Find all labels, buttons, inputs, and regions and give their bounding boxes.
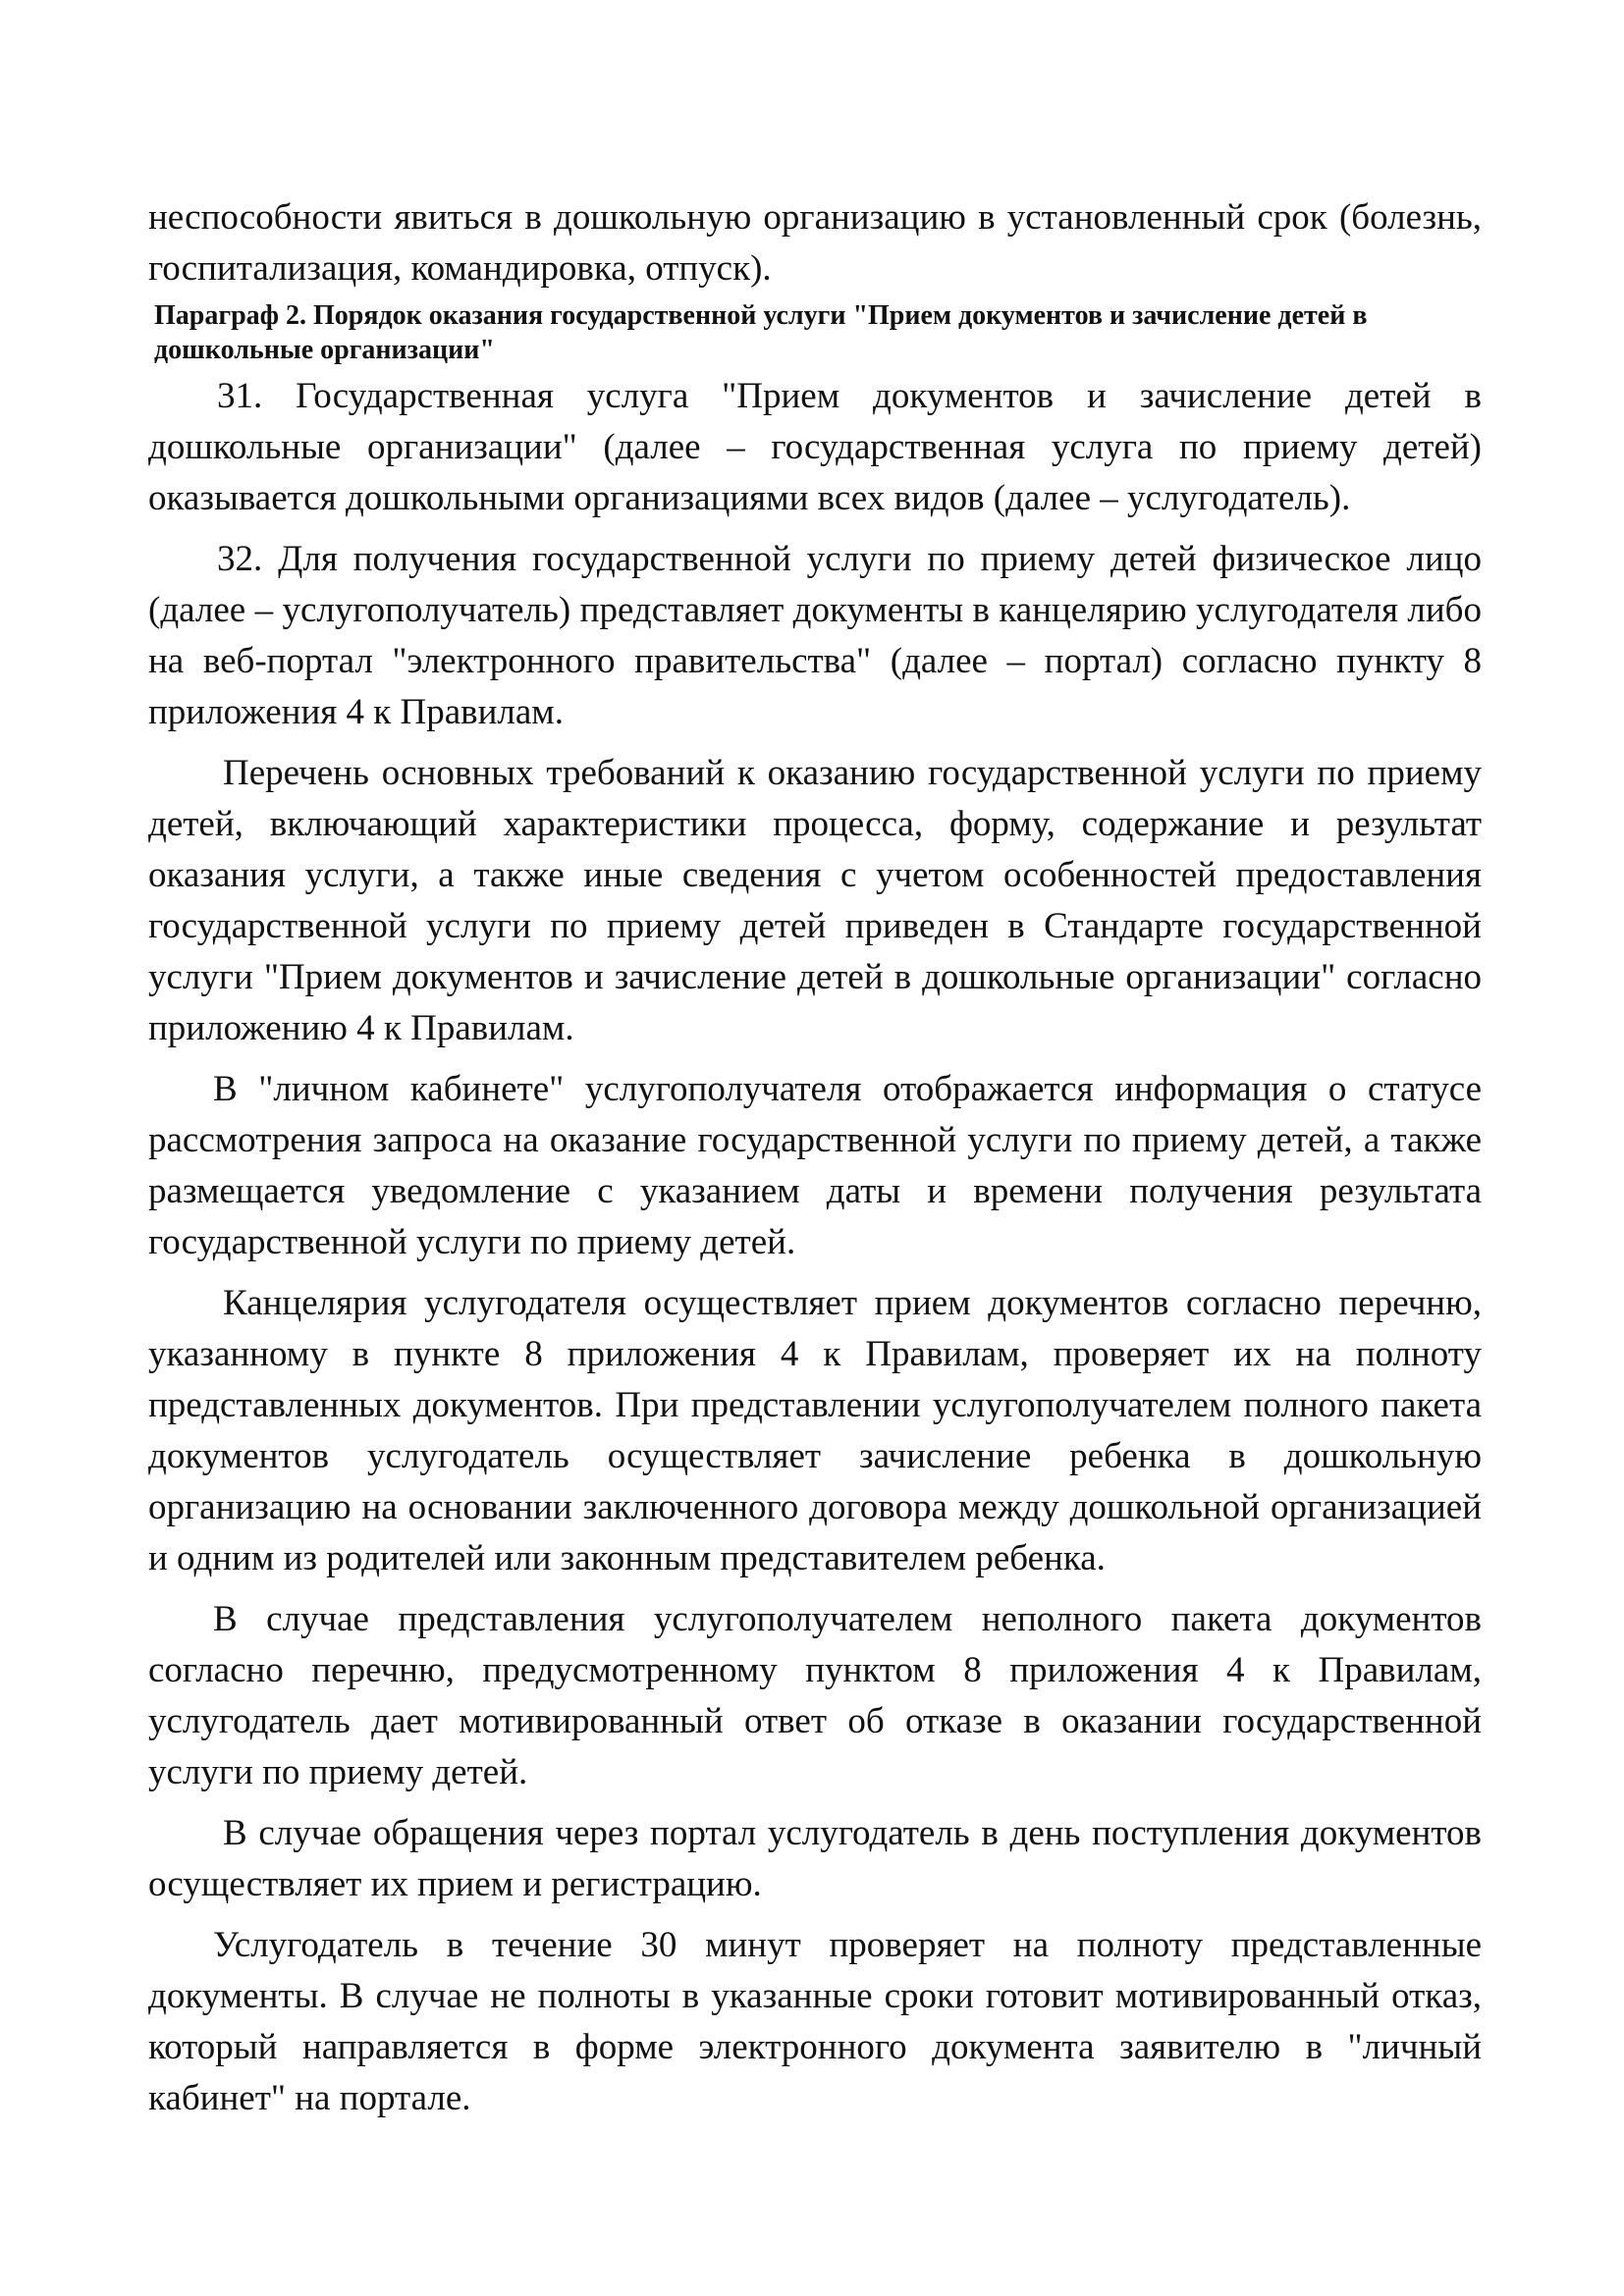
- paragraph-portal-request: В случае обращения через портал услугодатель в день поступления документов осуществляет их прием и регистрацию.: [148, 1813, 1482, 1904]
- paragraph-incomplete-package: В случае представления услугополучателем неполного пакета документов согласно перечню, предусмотренному пунктом 8 приложения 4 к Правилам, услугодатель дает мотивированный ответ об отказе в оказании государственной услуги по приему детей.: [148, 1599, 1482, 1792]
- document-body: [148, 192, 1482, 2124]
- paragraph-32: 32. Для получения государственной услуги по приему детей физическое лицо (далее – услугополучатель) представляет документы в канцелярию услугодателя либо на веб-портал "электронного правительства" (далее – портал) согласно пункту 8 приложения 4 к Правилам.: [148, 539, 1482, 732]
- paragraph-requirements: Перечень основных требований к оказанию государственной услуги по приему детей, включающий характеристики процесса, форму, содержание и результат оказания услуги, а также иные сведения с учетом особенностей предоставления государственной услуги по приему детей приведен в Стандарте государственной услуги "Прием документов и зачисление детей в дошкольные организации" согласно приложению 4 к Правилам.: [148, 753, 1482, 1048]
- paragraph-personal-cabinet: В "личном кабинете" услугополучателя отображается информация о статусе рассмотрения запроса на оказание государственной услуги по приему детей, а также размещается уведомление с указанием даты и времени получения результата государственной услуги по приему детей.: [148, 1069, 1482, 1262]
- paragraph-office-reception: Канцелярия услугодателя осуществляет прием документов согласно перечню, указанному в пункте 8 приложения 4 к Правилам, проверяет их на полноту представленных документов. При представлении услугополучателем полного пакета документов услугодатель осуществляет зачисление ребенка в дошкольную организацию на основании заключенного договора между дошкольной организацией и одним из родителей или законным представителем ребенка.: [148, 1283, 1482, 1578]
- paragraph-check-completeness: Услугодатель в течение 30 минут проверяет на полноту представленные документы. В случае не полноты в указанные сроки готовит мотивированный отказ, который направляется в форме электронного документа заявителю в "личный кабинет" на портале.: [148, 1925, 1482, 2118]
- paragraph-31: 31. Государственная услуга "Прием документов и зачисление детей в дошкольные организации" (далее – государственная услуга по приему детей) оказывается дошкольными организациями всех видов (далее – услугодатель).: [148, 376, 1482, 518]
- paragraph-continuation: неспособности явиться в дошкольную организацию в установленный срок (болезнь, госпитализация, командировка, отпуск).: [148, 197, 1482, 289]
- section-heading: Параграф 2. Порядок оказания государственной услуги "Прием документов и зачисление детей в дошкольные организации": [154, 300, 1368, 365]
